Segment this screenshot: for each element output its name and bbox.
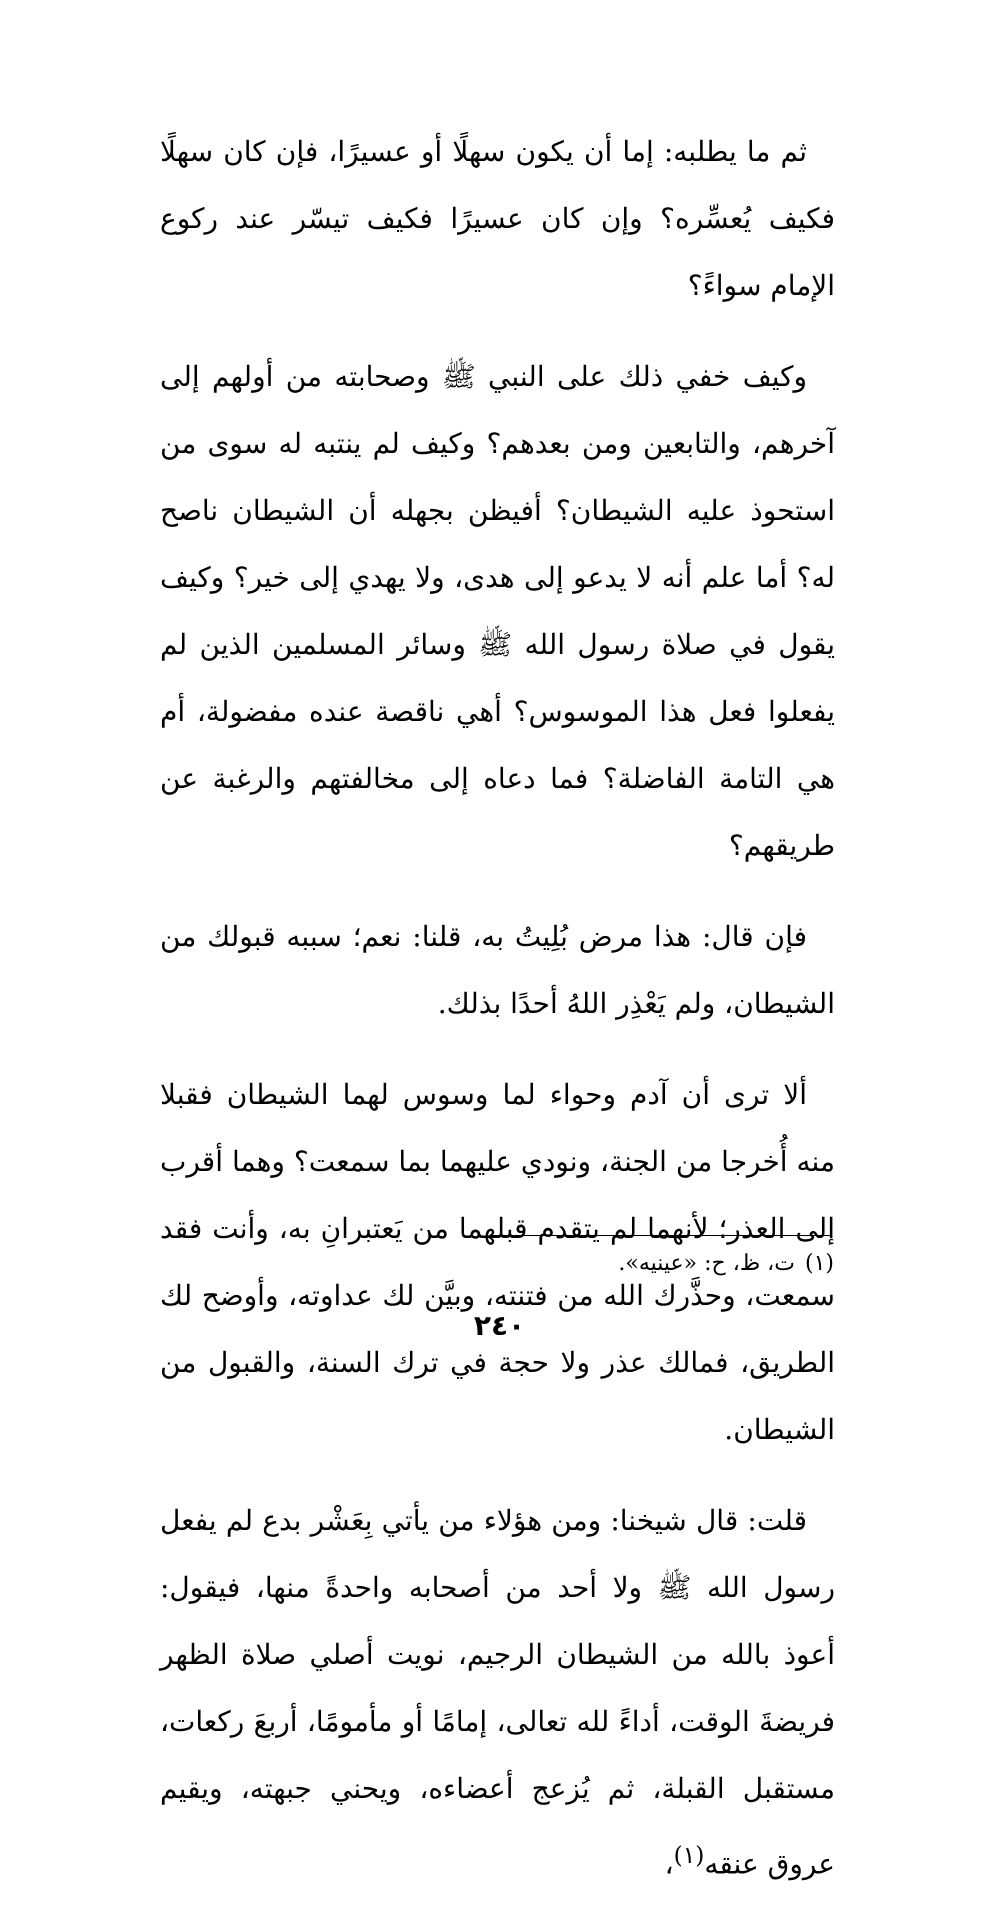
paragraph-5 [160, 1487, 835, 1897]
main-text [160, 118, 835, 1921]
footnote-text: ت، ظ، ح: «عينيه». [618, 1251, 795, 1276]
footnote [159, 1248, 834, 1280]
paragraph-3: فإن قال: هذا مرض بُلِيتُ به، قلنا: نعم؛ سببه قبولك من الشيطان، ولم يَعْذِر اللهُ أحدًا بذلك. [160, 920, 835, 1020]
paragraph-1: ثم ما يطلبه: إما أن يكون سهلًا أو عسيرًا، فإن كان سهلًا فكيف يُعسِّره؟ وإن كان عسيرًا فكيف تيسّر عند ركوع الإمام سواءً؟ [160, 135, 835, 302]
footnote-reference: (١) [673, 1841, 705, 1869]
paragraph-5-text: قلت: قال شيخنا: ومن هؤلاء من يأتي بِعَشْر بدع لم يفعل رسول الله ﷺ ولا أحد من أصحابه واحدةً منها، فيقول: أعوذ بالله من الشيطان الرجيم، نويت أصلي صلاة الظهر فريضةَ الوقت، أداءً لله تعالى، إمامًا أو مأمومًا، أربعَ ركعات، مستقبل القبلة، ثم يُزعج أعضاءه، ويحني جبهته، ويقيم عروق عنقه [160, 1504, 835, 1881]
paragraph-4: ألا ترى أن آدم وحواء لما وسوس لهما الشيطان فقبلا منه أُخرجا من الجنة، ونودي عليهما بما سمعت؟ وهما أقرب إلى العذر؛ لأنهما لم يتقدم قبلهما من يَعتبرانِ به، وأنت فقد سمعت، وحذَّرك الله من فتنته، وبيَّن لك عداوته، وأوضح لك الطريق، فمالك عذر ولا حجة في ترك السنة، والقبول من الشيطان. [160, 1078, 835, 1446]
footnote-marker: (١) [804, 1251, 834, 1276]
paragraph-2: وكيف خفي ذلك على النبي ﷺ وصحابته من أولهم إلى آخرهم، والتابعين ومن بعدهم؟ وكيف لم ينتبه له سوى من استحوذ عليه الشيطان؟ أفيظن بجهله أن الشيطان ناصح له؟ أما علم أنه لا يدعو إلى هدى، ولا يهدي إلى خير؟ وكيف يقول في صلاة رسول الله ﷺ وسائر المسلمين الذين لم يفعلوا فعل هذا الموسوس؟ أهي ناقصة عنده مفضولة، أم هي التامة الفاضلة؟ فما دعاه إلى مخالفتهم والرغبة عن طريقهم؟ [160, 360, 835, 862]
footnote-divider [492, 1235, 832, 1236]
paragraph-5-trailing-comma: ، [664, 1847, 674, 1881]
page-number: ٢٤٠ [473, 1309, 526, 1342]
